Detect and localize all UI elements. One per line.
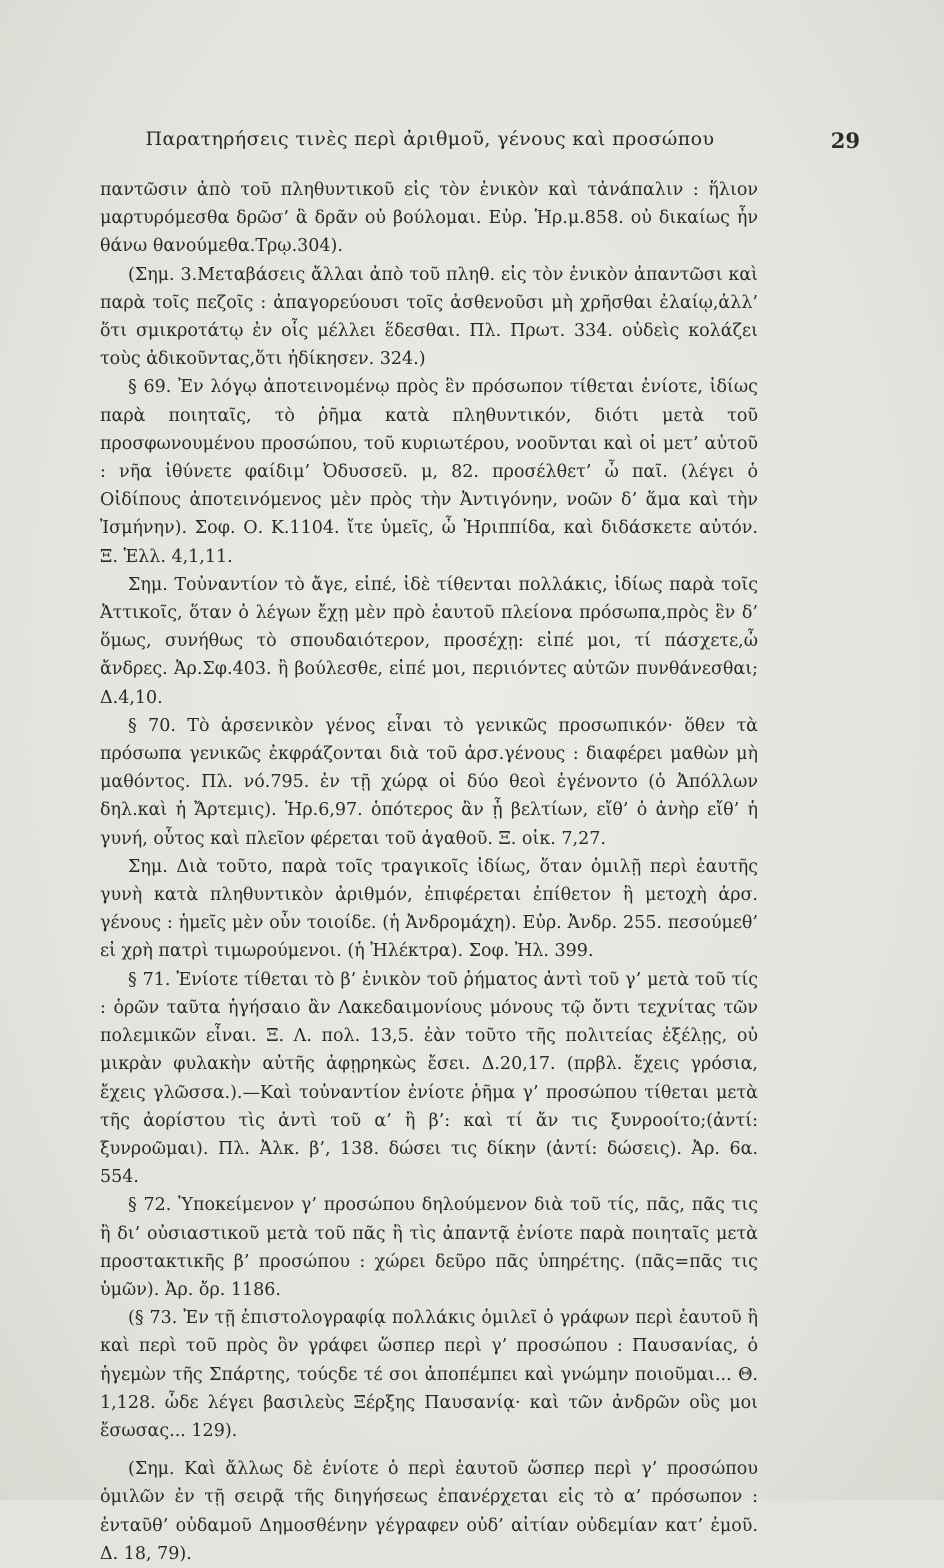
body-text (100, 176, 758, 1568)
paragraph: (Σημ. Καὶ ἄλλως δὲ ἐνίοτε ὁ περὶ ἑαυτοῦ ὥσπερ περὶ γ’ προσώπου ὁμιλῶν ἐν τῇ σειρᾷ τῆς διηγήσεως ἐπανέρχεται εἰς τὸ α’ πρόσωπον : ἐνταῦθ’ οὐδαμοῦ Δημοσθένην γέγραφεν οὐδ’ αἰτίαν οὐδεμίαν κατ’ ἐμοῦ. Δ. 18, 79). (100, 1459, 758, 1564)
running-title: Παρατηρήσεις τινὲς περὶ ἀριθμοῦ, γένους καὶ προσώπου (145, 128, 715, 150)
paragraph: παντῶσιν ἀπὸ τοῦ πληθυντικοῦ εἰς τὸν ἑνικὸν καὶ τἀνάπαλιν : ἥλιον μαρτυρόμεσθα δρῶσ’ ἃ δρᾶν οὐ βούλομαι. Εὐρ. Ἡρ.μ.858. οὐ δικαίως ἦν θάνω θανούμεθα.Τρῳ.304). (100, 180, 758, 257)
paragraph: § 70. Τὸ ἀρσενικὸν γένος εἶναι τὸ γενικῶς προσωπικόν· ὅθεν τὰ πρόσωπα γενικῶς ἐκφράζονται διὰ τοῦ ἀρσ.γένους : διαφέρει μαθὼν μὴ μαθόντος. Πλ. νό.795. ἐν τῇ χώρᾳ οἱ δύο θεοὶ ἐγένοντο (ὁ Ἀπόλλων δηλ.καὶ ἡ Ἄρτεμις). Ἡρ.6,97. ὁπότερος ἂν ᾖ βελτίων, εἴθ’ ὁ ἀνὴρ εἴθ’ ἡ γυνή, οὗτος καὶ πλεῖον φέρεται τοῦ ἀγαθοῦ. Ξ. οἰκ. 7,27. (100, 715, 758, 849)
page-number: 29 (830, 128, 860, 153)
paragraph: § 71. Ἐνίοτε τίθεται τὸ β’ ἑνικὸν τοῦ ῥήματος ἀντὶ τοῦ γ’ μετὰ τοῦ τίς : ὁρῶν ταῦτα ἡγήσαιο ἂν Λακεδαιμονίους μόνους τῷ ὄντι τεχνίτας τῶν πολεμικῶν εἶναι. Ξ. Λ. πολ. 13,5. ἐὰν τοῦτο τῆς πολιτείας ἐξέλῃς, οὐ μικρὰν φυλακὴν αὐτῆς ἀφῃρηκὼς ἔσει. Δ.20,17. (πρβλ. ἔχεις γρόσια, ἔχεις γλῶσσα.).—Καὶ τοὐναντίον ἐνίοτε ῥῆμα γ’ προσώπου τίθεται μετὰ τῆς ἀορίστου τὶς ἀντὶ τοῦ α’ ἢ β’: καὶ τί ἄν τις ξυνροοίτο;(ἀντί: ξυνροῶμαι). Πλ. Ἀλκ. β’, 138. δώσει τις δίκην (ἀντί: δώσεις). Ἀρ. 6α. 554. (100, 969, 758, 1188)
page-header (100, 128, 860, 158)
paragraph: (§ 73. Ἐν τῇ ἐπιστολογραφίᾳ πολλάκις ὁμιλεῖ ὁ γράφων περὶ ἑαυτοῦ ἢ καὶ περὶ τοῦ πρὸς ὃν γράφει ὥσπερ περὶ γ’ προσώπου : Παυσανίας, ὁ ἡγεμὼν τῆς Σπάρτης, τούςδε τέ σοι ἀποπέμπει καὶ γνώμην ποιοῦμαι... Θ. 1,128. ὧδε λέγει βασιλεὺς Ξέρξης Παυσανίᾳ· καὶ τῶν ἀνδρῶν οὓς μοι ἔσωσας... 129). (100, 1308, 758, 1441)
paragraph: § 69. Ἐν λόγῳ ἀποτεινομένῳ πρὸς ἓν πρόσωπον τίθεται ἐνίοτε, ἰδίως παρὰ ποιηταῖς, τὸ ῥῆμα κατὰ πληθυντικόν, διότι μετὰ τοῦ προσφωνουμένου προσώπου, τοῦ κυριωτέρου, νοοῦνται καὶ οἱ μετ’ αὐτοῦ : νῆα ἰθύνετε φαίδιμ’ Ὀδυσσεῦ. μ, 82. προσέλθετ’ ὦ παῖ. (λέγει ὁ Οἰδίπους ἀποτεινόμενος μὲν πρὸς τὴν Ἀντιγόνην, νοῶν δ’ ἅμα καὶ τὴν Ἰσμήνην). Σοφ. Ο. Κ.1104. ἴτε ὑμεῖς, ὦ Ἡριππίδα, καὶ διδάσκετε αὐτόν. Ξ. Ἑλλ. 4,1,11. (100, 377, 758, 567)
paragraph: Σημ. Τοὐναντίον τὸ ἄγε, εἰπέ, ἰδὲ τίθενται πολλάκις, ἰδίως παρὰ τοῖς Ἀττικοῖς, ὅταν ὁ λέγων ἔχῃ μὲν πρὸ ἑαυτοῦ πλείονα πρόσωπα,πρὸς ἓν δ’ ὅμως, συνήθως τὸ σπουδαιότερον, προσέχῃ: εἰπέ μοι, τί πάσχετε,ὦ ἄνδρες. Ἀρ.Σφ.403. ἢ βούλεσθε, εἰπέ μοι, περιιόντες αὐτῶν πυνθάνεσθαι; Δ.4,10. (100, 574, 758, 708)
paragraph: (Σημ. 3.Μεταβάσεις ἄλλαι ἀπὸ τοῦ πληθ. εἰς τὸν ἑνικὸν ἀπαντῶσι καὶ παρὰ τοῖς πεζοῖς : ἀπαγορεύουσι τοῖς ἀσθενοῦσι μὴ χρῆσθαι ἐλαίῳ,ἀλλ’ ὅτι σμικροτάτῳ ἐν οἷς μέλλει ἕδεσθαι. Πλ. Πρωτ. 334. οὐδεὶς κολάζει τοὺς ἀδικοῦντας,ὅτι ἠδίκησεν. 324.) (100, 264, 758, 370)
paragraph-gap (100, 1445, 758, 1455)
paragraph: § 72. Ὑποκείμενον γ’ προσώπου δηλούμενον διὰ τοῦ τίς, πᾶς, πᾶς τις ἢ δι’ οὐσιαστικοῦ μετὰ τοῦ πᾶς ἢ τὶς ἀπαντᾷ ἐνίοτε παρὰ ποιηταῖς μετὰ προστακτικῆς β’ προσώπου : χώρει δεῦρο πᾶς ὑπηρέτης. (πᾶς=πᾶς τις ὑμῶν). Ἀρ. ὄρ. 1186. (100, 1195, 758, 1300)
paragraph: Σημ. Διὰ τοῦτο, παρὰ τοῖς τραγικοῖς ἰδίως, ὅταν ὁμιλῇ περὶ ἑαυτῆς γυνὴ κατὰ πληθυντικὸν ἀριθμόν, ἐπιφέρεται ἐπίθετον ἢ μετοχὴ ἀρσ. γένους : ἡμεῖς μὲν οὖν τοιοίδε. (ἡ Ἀνδρομάχη). Εὐρ. Ἀνδρ. 255. πεσούμεθ’ εἰ χρὴ πατρὶ τιμωρούμενοι. (ἡ Ἠλέκτρα). Σοφ. Ἠλ. 399. (100, 856, 758, 962)
